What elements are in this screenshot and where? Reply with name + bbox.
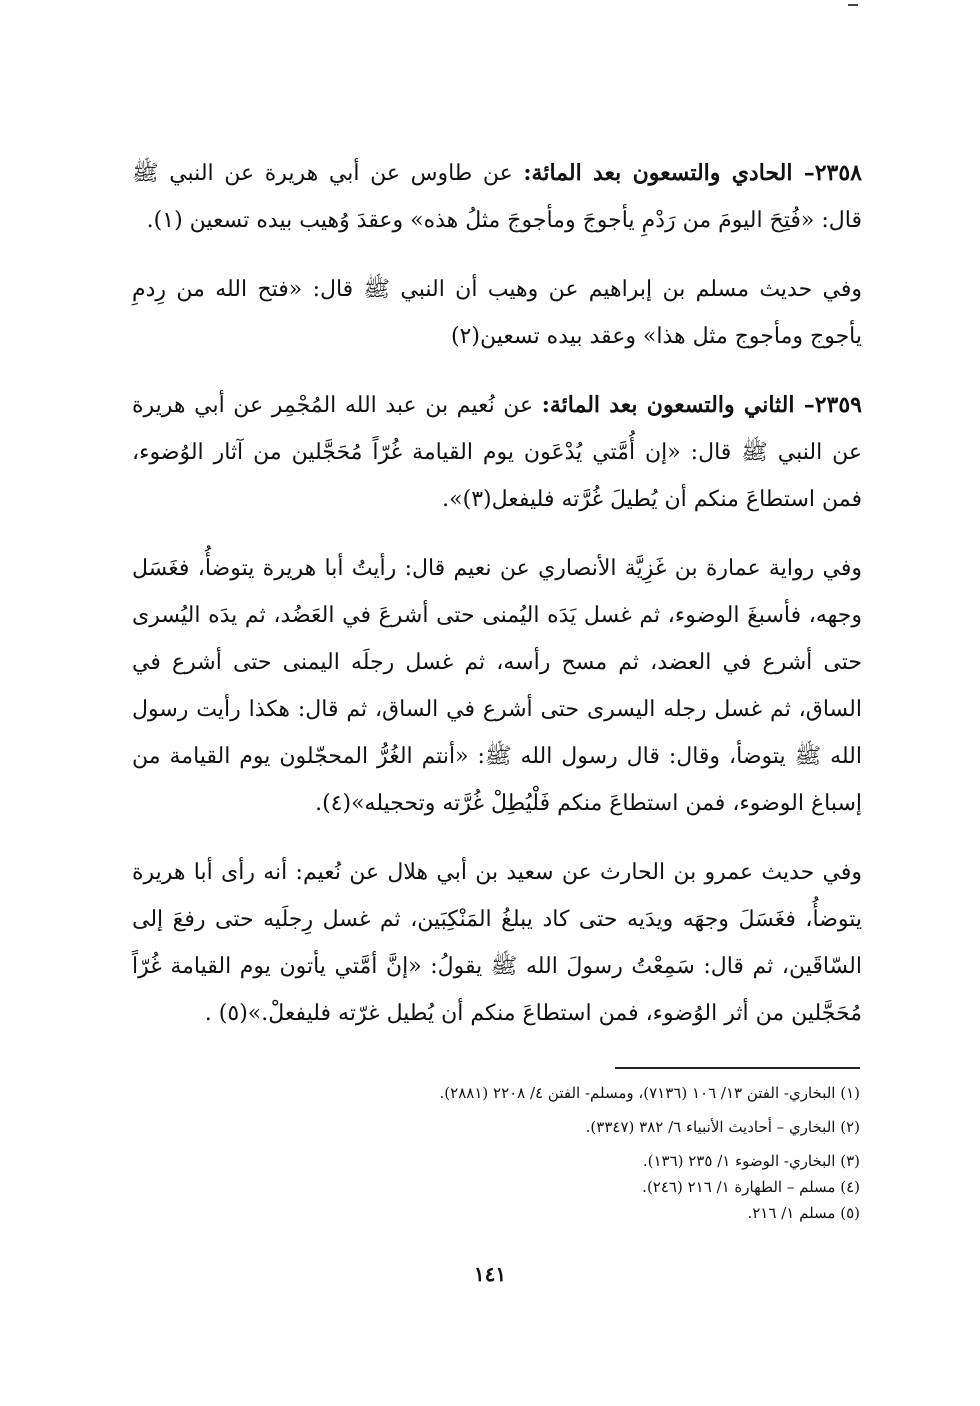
footnote-5: (٥) مسلم ١/ ٢١٦. [747, 1204, 860, 1222]
top-edge-mark [848, 4, 858, 6]
hadith-variant-muslim [132, 266, 862, 360]
hadith-heading: ٢٣٥٨– الحادي والتسعون بعد المائة: [523, 160, 862, 186]
hadith-text: وفي حديث عمرو بن الحارث عن سعيد بن أبي هلال عن نُعيم: أنه رأى أبا هريرة يتوضأُ، فغَسَلَ وجهَه ويدَيه حتى كاد يبلغُ المَنْكِبَين، ثم غسل رِجلَيه حتى رفعَ إلى السّاقَين، ثم قال: سَمِعْتُ رسولَ الله ﷺ يقولُ: «إنَّ أمَّتي يأتون يوم القيامة غُرّاً مُحَجَّلين من أثر الوُضوء، فمن استطاعَ منكم أن يُطيل غرّته فليفعلْ.»(٥) . [132, 860, 862, 1026]
hadith-text: وفي حديث مسلم بن إبراهيم عن وهيب أن النبي ﷺ قال: «فتح الله من رِدمِ يأجوج ومأجوج مثل هذا» وعقد بيده تسعين(٢) [132, 277, 862, 349]
footnote-3: (٣) البخاري- الوضوء ١/ ٢٣٥ (١٣٦). [642, 1152, 860, 1170]
page-number: ١٤١ [473, 1262, 507, 1286]
footnote-divider [615, 1067, 860, 1069]
hadith-text: وفي رواية عمارة بن غَزِيَّة الأنصاري عن نعيم قال: رأيتُ أبا هريرة يتوضأُ، فغَسَل وجهه، فأسبغَ الوضوء، ثم غسل يَدَه اليُمنى حتى أشرعَ في العَضُد، ثم يدَه اليُسرى حتى أشرع في العضد، ثم مسح رأسه، ثم غسل رجلَه اليمنى حتى أشرع في الساق، ثم غسل رجله اليسرى حتى أشرع في الساق، ثم قال: هكذا رأيت رسول الله ﷺ يتوضأ، وقال: قال رسول الله ﷺ: «أنتم الغُرُّ المحجّلون يوم القيامة من إسباغ الوضوء، فمن استطاعَ منكم فَلْيُطِلْ غُرَّته وتحجيله»(٤). [132, 556, 862, 816]
footnote-4: (٤) مسلم – الطهارة ١/ ٢١٦ (٢٤٦). [642, 1178, 860, 1196]
hadith-text: عن طاوس عن أبي هريرة عن النبي ﷺ قال: «فُتِحَ اليومَ من رَدْمِ يأجوجَ ومأجوجَ مثلُ هذه» وعقدَ وُهيب بيده تسعين (١). [132, 161, 862, 233]
footnote-1: (١) البخاري- الفتن ١٣/ ١٠٦ (٧١٣٦)، ومسلم- الفتن ٤/ ٢٢٠٨ (٢٨٨١). [439, 1084, 860, 1102]
hadith-2358 [132, 150, 862, 244]
hadith-variant-umara [132, 545, 862, 827]
footnotes [280, 1080, 860, 1226]
hadith-text: عن نُعيم بن عبد الله المُجْمِر عن أبي هريرة عن النبي ﷺ قال: «إن أُمَّتي يُدْعَون يوم القيامة غُرّاً مُحَجَّلين من آثار الوُضوء، فمن استطاعَ منكم أن يُطيلَ غُرَّته فليفعل(٣)». [132, 393, 862, 512]
hadith-variant-amr [132, 849, 862, 1037]
footnote-2: (٢) البخاري – أحاديث الأنبياء ٦/ ٣٨٢ (٣٣٤٧). [585, 1118, 860, 1136]
main-text [132, 150, 862, 1059]
hadith-2359 [132, 382, 862, 523]
hadith-heading: ٢٣٥٩– الثاني والتسعون بعد المائة: [541, 392, 862, 418]
